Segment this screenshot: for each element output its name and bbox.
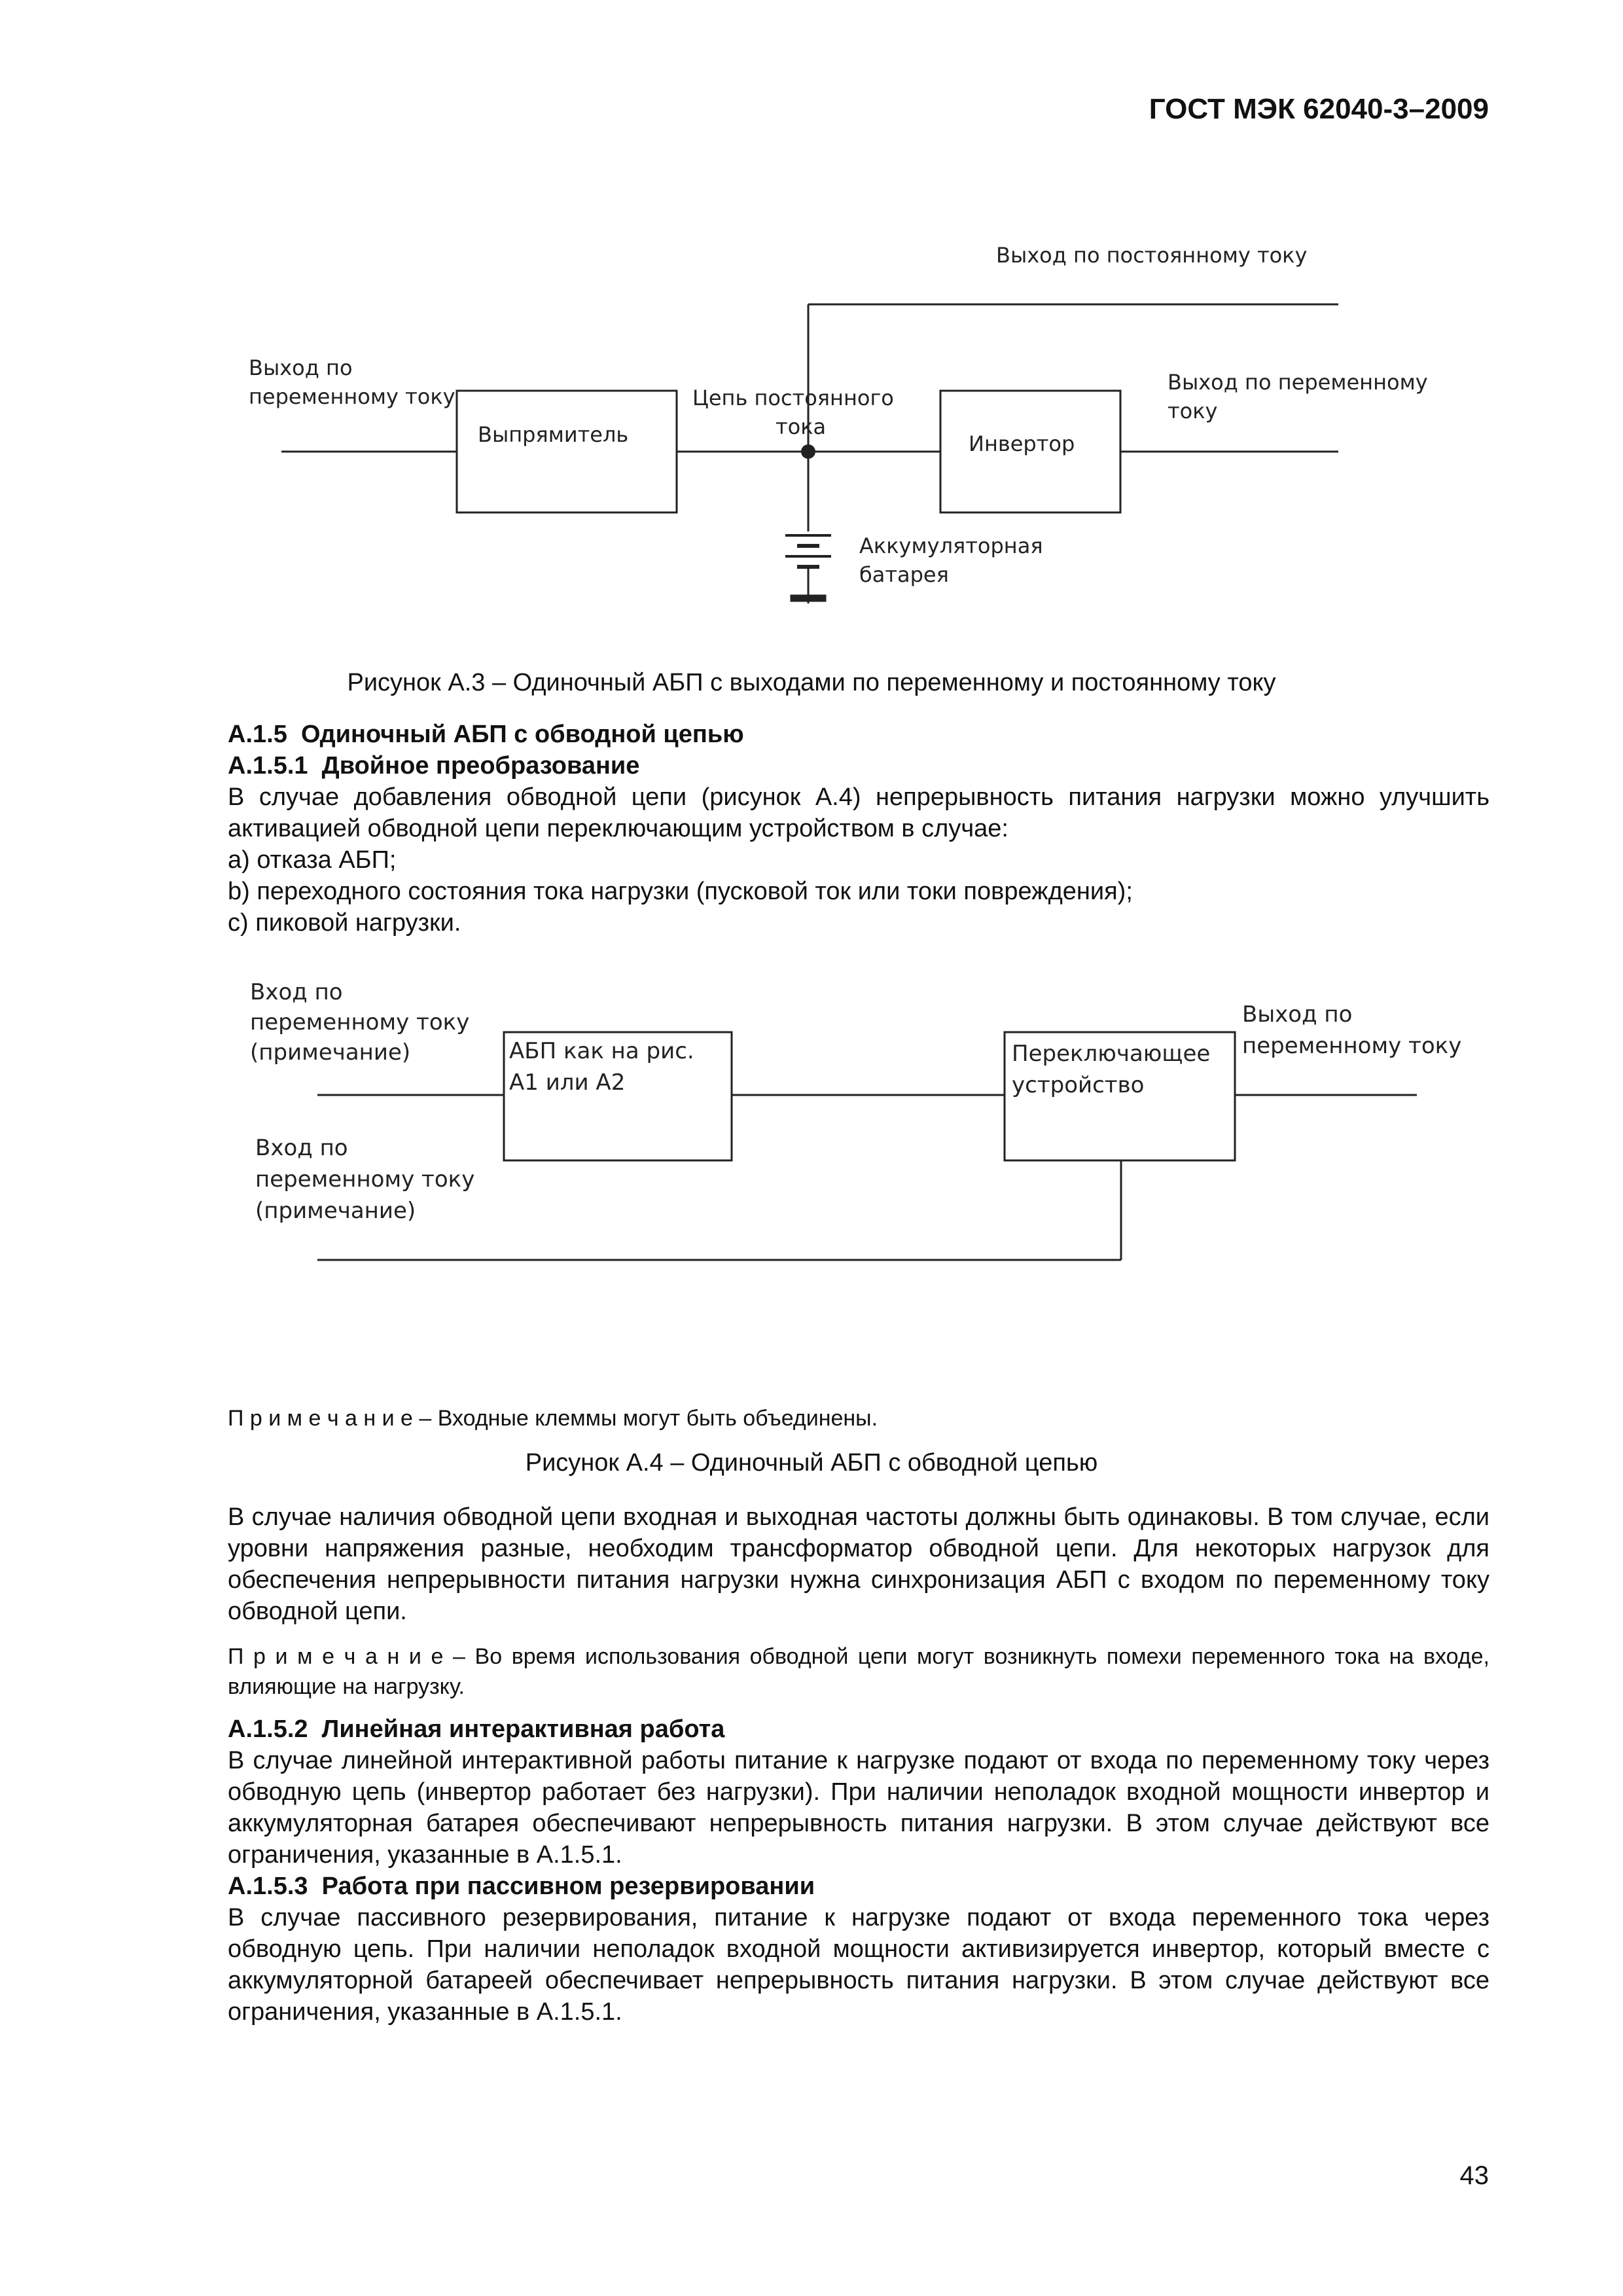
ac-input-label-line2: переменному току [249, 384, 455, 409]
battery-label-line1: Аккумуляторная [859, 533, 1043, 558]
figure-a3-lines [0, 0, 1623, 655]
note-bypass [228, 1641, 1489, 1702]
dc-output-label: Выход по постоянному току [996, 243, 1308, 268]
input1-label-line3: (примечание) [250, 1039, 411, 1066]
note2-label: П р и м е ч а н и е [228, 1644, 444, 1669]
page-number: 43 [1459, 2161, 1489, 2190]
inverter-label: Инвертор [969, 431, 1075, 456]
heading-a-1-5-1-num: А.1.5.1 [228, 752, 308, 780]
figure-a3-caption: Рисунок А.3 – Одиночный АБП с выходами по переменному и постоянному току [347, 669, 1276, 696]
ac-output-label-line1: Выход по переменному [1168, 370, 1428, 395]
switch-box-label-line1: Переключающее [1012, 1041, 1211, 1067]
heading-a-1-5-3 [228, 1871, 1489, 1902]
para-frequency: В случае наличия обводной цепи входная и выходная частоты должны быть одинаковы. В том случае, если уровни напряжения разные, необходим трансформатор обводной цепи. Для некоторых нагрузок для обеспечения непрерывности питания нагрузки нужна синхронизация АБП с входом по переменному току обводной цепи. [228, 1503, 1489, 1625]
figure-a3 [0, 0, 1623, 655]
para-bypass-intro: В случае добавления обводной цепи (рисунок А.4) непрерывность питания нагрузки можно улучшить активацией обводной цепи переключающим устройством в случае: [228, 783, 1489, 842]
input2-label-line2: переменному току [255, 1166, 475, 1193]
list-item-c: с) пиковой нагрузки. [228, 909, 461, 937]
heading-a-1-5-2-num: А.1.5.2 [228, 1715, 308, 1743]
section-a-1-5-2 [228, 1713, 1489, 1871]
heading-a-1-5-3-num: А.1.5.3 [228, 1873, 308, 1900]
dc-link-label-line1: Цепь постоянного [692, 386, 894, 410]
section-a-1-5-3 [228, 1871, 1489, 2028]
input2-label-line3: (примечание) [255, 1198, 416, 1224]
list-item-b: b) переходного состояния тока нагрузки (пусковой ток или токи повреждения); [228, 878, 1133, 905]
para-frequency-block [228, 1501, 1489, 1627]
dc-link-label-line2: тока [776, 414, 827, 439]
note-label: П р и м е ч а н и е [228, 1406, 413, 1431]
heading-a-1-5-title: Одиночный АБП с обводной цепью [300, 721, 744, 748]
heading-a-1-5-1-title: Двойное преобразование [321, 752, 640, 780]
heading-a-1-5-2-title: Линейная интерактивная работа [321, 1715, 725, 1743]
heading-a-1-5-num: А.1.5 [228, 721, 287, 748]
figure-a4-lines [0, 969, 1623, 1296]
input1-label-line2: переменному току [250, 1009, 470, 1035]
figure-a4-note [228, 1403, 878, 1433]
battery-label-line2: батарея [859, 562, 949, 587]
heading-a-1-5-3-title: Работа при пассивном резервировании [321, 1873, 815, 1900]
ups-box-label-line2: А1 или А2 [509, 1069, 626, 1096]
para-line-interactive: В случае линейной интерактивной работы питание к нагрузке подают от входа по переменному току через обводную цепь (инвертор работает без нагрузки). При наличии неполадок входной мощности инвертор и аккумуляторная батарея обеспечивают непрерывность питания нагрузки. В этом случае действуют все ограничения, указанные в А.1.5.1. [228, 1747, 1489, 1869]
para-passive-standby: В случае пассивного резервирования, питание к нагрузке подают от входа переменного тока через обводную цепь. При наличии неполадок входной мощности активизируется инвертор, который вместе с аккумуляторной батареей обеспечивает непрерывность питания нагрузки. В этом случае действуют все ограничения, указанные в А.1.5.1. [228, 1904, 1489, 2026]
ac-output-label-line2: току [1168, 399, 1218, 423]
switch-box-label-line2: устройство [1012, 1072, 1145, 1098]
output-label-line2: переменному току [1242, 1033, 1462, 1059]
heading-a-1-5-2 [228, 1713, 1489, 1745]
figure-a4-caption: Рисунок А.4 – Одиночный АБП с обводной цепью [525, 1449, 1098, 1477]
input2-label-line1: Вход по [255, 1135, 348, 1161]
output-label-line1: Выход по [1242, 1001, 1353, 1028]
input1-label-line1: Вход по [250, 979, 343, 1005]
note-text: – Входные клеммы могут быть объединены. [412, 1406, 878, 1431]
list-item-a: а) отказа АБП; [228, 846, 397, 874]
note2-text: – Во время использования обводной цепи могут возникнуть помехи переменного тока на входе, влияющие на нагрузку. [228, 1644, 1489, 1699]
rectifier-label: Выпрямитель [478, 422, 629, 447]
document-code: ГОСТ МЭК 62040-3–2009 [1149, 93, 1489, 125]
ac-input-label-line1: Выход по [249, 355, 353, 380]
ups-box-label-line1: АБП как на рис. [509, 1038, 694, 1064]
heading-a-1-5-1 [228, 750, 1489, 781]
figure-a4 [0, 969, 1623, 1296]
section-a-1-5 [228, 719, 1489, 939]
heading-a-1-5 [228, 719, 1489, 750]
